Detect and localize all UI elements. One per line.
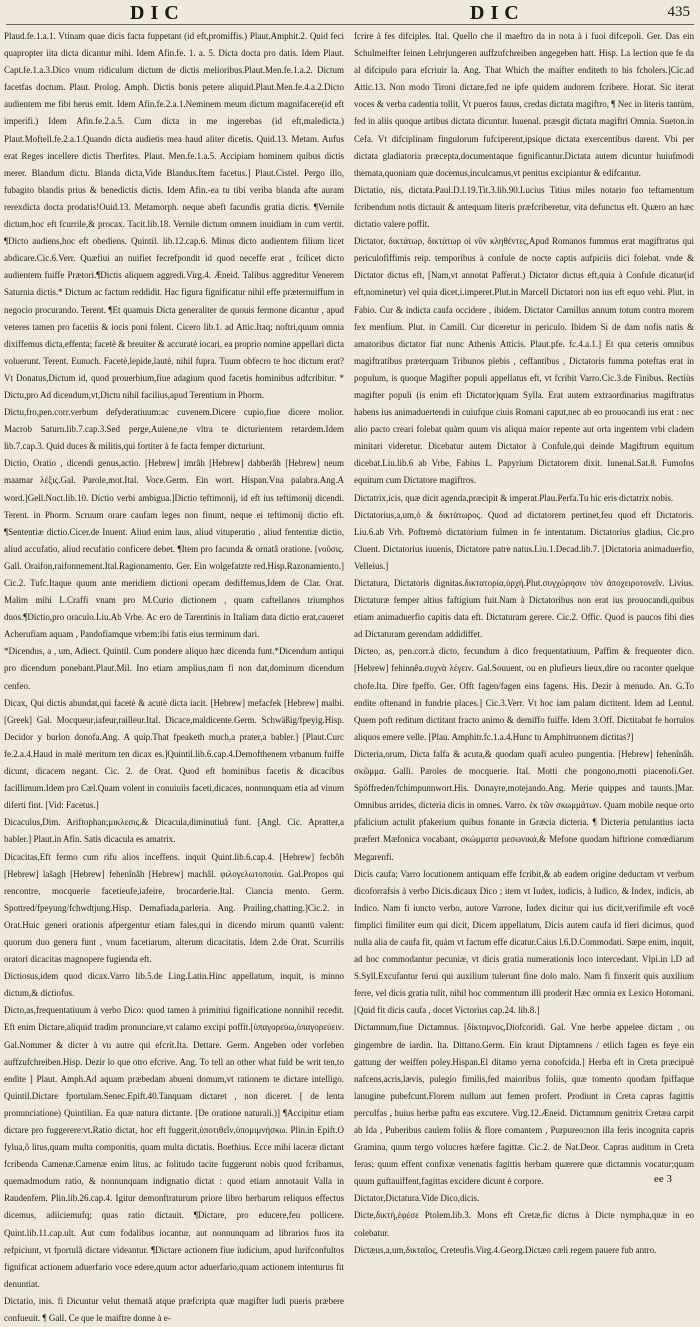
entry-paragraph: fcrire à fes difciples. Ital. Quello che il maeftro da in nota à i fuoi difcepoli. Ger. Das ein Schulmeifter feinen Lehrjungeren auffzufchreiben angegeben hatt. Hisp. La lection que fe da al difcipulo para efcriuir la. Ang. That Which the maifter enditeth to his fcholers.]Cic.ad Attic.13. Non modo Tironi dictare,fed ne ipfe quidem audorem fcribere. Horat. Sic iterat voces & verba cadentia tollit, Vt pueros fauus, credas dictata magiftro, ¶ Nec in literis tantùm, fed in aliis quoque artibus dictata dicuntur. Iuuenal. præsgit dictata magiftri Omnia. Sueton.in Cefa. Vt difciplinam fingulorum fufciperent,ipsique dictata exercentibus darent. Vbi per dictata gladiatoria præcepta,documentaque fignificantur.Dictata autem dicuntur huiufmodi themata,quoniam quæ docemus,inculcamus,vt penitus excipiantur & edifcantur. (354, 31, 694, 178)
entry-paragraph: Dictio, Oratio , dicendi genus,actio. [Hebrew] imrâh [Hebrew] dabberâh [Hebrew] neum maamar λέξις.Gal. Parole,mot.Ital. Voce.Germ. Ein wort. Hispan.Vna palabra.Ang.A word.]Gell.Noct.lib.10. Dictio verbi ambigua.]Dictio teftimonij, id eft ius teftimonij dicendi. Terent. in Phorm. Scruum orare caufam leges non finunt, neque ei teftimonij dictio eft. ¶Sententiæ dictio.Cicer.de Inuent. Aliud enim laus, aliud vituperatio , aliud fententiæ dictio, aliud accufatio, aliud recufatio conficere debet. ¶Item pro facunda & ornatâ oratione. [νοῦσις. Gall. Oraifon,raifonnement.Ital.Ragionamento. Ger. Ein wolgefatzte red.Hisp.Razonamiento.] Cic.2. Tufc.Itaque quum ante meridiem dictioni operam dediffemus,Idem de Clar. Orat. Malim mihi L.Craffi vnam pro M.Curio dictionem , quam caftellanos triumphos duos.¶Dictio,pro oraculo.Liu.Ab Vrbe. Ac ero de Tarentinis in Italiam data dictio erat,caueret Acherufiam aquam , Pandofiamque vrbem:ibi fatis eius terminum dari. (4, 458, 344, 640)
running-head-right: DIC (470, 2, 525, 24)
page-number: 435 (667, 4, 690, 20)
entry-paragraph: Dictator, δικτάτωρ, δικτάτωρ οἱ νῦν κληθέντες,Apud Romanos fummus erat magiftratus qui periculofiffimis reip. temporibus à confule de nocte captis aufpiciis dici folebat. vnde & Dictator dictus eft, [Nam,vt annotat Pafferat.) Dictator dictus eft,quia à Confule dicatur(id eft,nominetur) vel quia dicet,i.imperet.Plut.in Marcell Dictatori non ius eft equo vehi. Plut. in Fabio. Cur & indicta caufa occidere , ibidem. Dictator Camillus annum totum contra morem fex menfium. Plut. in Camill. Cur diceretur in periculo. Ibidem Si de dam nofis natis & amatoribus dictator fiat nunc Athenis Atticis. Plaut.pfe. fc.4.a.1.] Et qua ceteris omnibus magiftratibus præterquam Tribunos plebis , ceffantibus , Dictatoris fumma poteftas erat in populum, is quoque Magifter populi appellatus eft, vt fcribit Varro.Cic.3.de Finibus. Rectiùs magifter populi (is enim eft Dictator)quam Sylla. Erat autem extraordinarius magiftratus habens ius animaduertendi in cuiufque ciuis Romani caput,nec ab eo prouocandi ius erat : nec alio pacto creari folebat quàm quum vis aliqua maior repente aut orta ingentem vrbi cladem minitari videretur. Dicebatur autem Dictator à Confule,qui deinde Magiftrum equitum dicebat.Liu.lib.6 ab Vrbe, Fabius L. Papyrium Dictatorem dixit. Iunenal.Sat.8. Fumofos equitum cum Dictatore magiftros. (354, 236, 694, 486)
entry-paragraph: Plaud.fe.1.a.1. Vtinam quae dicis facta fuppetant (id eft,promiffis.) Plaut.Amphit.2. Quid feci quapropter iita dicta dicantur mihi. Idem Afin.fe. 1. a. 5. Dicta docta pro datis. Idem Plaut. Capt.fe.1.a.3.Dico vnum ridiculum dictum de dictis melioribus.Plaut.Men.fe.1.a.2. Dictum facetfas doctum. Plaut. Prolog. Amph. Dictis bonis petere aliquid.Plaut.Men.fe.4.a.2.Dicto audientem me fibi herus emit. Idem Afin.fe.2.a.1.Neminem meum dictum magnifacere(id eft imperifi.) Idem Afin.fe.2.a.5. Cum dicta in me ingerebas (id eft,maledicta.) Plaut.Moftell.fe.2.a.1.Quando dicta audietis mea haud aliter dicetis. Quid.13. Metam. Aufus erat Reges incellere dictis Therfites. Plaut. Men.fe.1.a.5. Accipiam hominem quibus dictis merer. Blandum dictu. Blanda dicta,Vide Blandus.Item facetus.] Plaut.Cistel. Pergo illo, fubagito blandis prius & benedictis dictis. Idem Afin.-ea tu tibi veriba blanda afte auram rerexdicta docta prodatis!Ouid.13. Metamorph. neque abeft facundis gratia dictis. ¶Vernile dictum,hoc eft fcurrile,& procax. Tacit.lib.18. Vernile dictum omnem inuidiam in cum vertit. ¶Dicto audiens,hoc eft obediens. Quintil. lib.12.cap.6. Minus dicto audientem filium licet abdicare.Cic.6.Verr. Quæfiui an nuifiet fecrefpondit id quod neceffe erat , fcilicet dicto audientem fuiffe Prætori.¶Dictis aliquem aggredi.Virg.4. Æneid. Talibus aggreditur Venerem Saturnia dictis.* Dictum ac factum reddidit. Hac figura fignificatur nihil effe præternuiffum in negocio procurando. Terent. ¶Et quamuis Dicta generaliter de quouis fermone dicantur , apud veteres tamen pro facetiis & iocis poni folent. Cicero lib.1. ad Attic.Itaq; noftri,quum omnia dixiffemus dicta,effenta; facetè & breuiter & accuratè iocari, ea proprio nomine appellari dicta voluerunt. Terent. Eunuch. Facetè,lepide,lautè, nihil fupra. Tuum obfecro te hoc dictum erat? Vt Donatus,Dictum id, quod prouerbium,fiue adagium quod facetis hominibus adfcribitur. * Dictu,pro Ad dicendum,vt,Dictu nihil facilius,apud Terentium in Phorm. (4, 31, 344, 400)
entry-paragraph: Dictiosus,idem quod dicax.Varro lib.5.de Ling.Latin.Hinc appellatum, inquit, is minno dictum,& dictiofus. (4, 971, 344, 999)
entry-paragraph: Dicte,δικτή,ἐφέσε Ptolem.lib.3. Mons eft Cretæ,fic dictus à Dicte nympha,quæ in eo colebatur. (354, 1210, 694, 1238)
entry-paragraph: Dictatrix,icis, quæ dicit agenda,præcipit & imperat.Plau.Perfa.Tu hic eris dictatrix nobis. (354, 492, 674, 503)
right-column (354, 28, 694, 1255)
entry-paragraph: Dicteria,orum, Dicta falfa & acuta,& quodam quafi aculeo pungentia. [Hebrew] fehenînâh. σκῶμμα. Galli. Paroles de mocquerie. Ital. Motti che pongono,motti piacenoli.Ger. Spöffreden/fchimpunnwort.His. Donayre,motejando.Ang. Merie quippes and taunts.]Mar. Omnibus arrides, dicteria dicis in omnes. Varro. ἐκ τῶν σκωμμάτων. Quam mobile neque orto pfalicium actulit pfakerium quibus fonante in Græcia dicteria. ¶ Dicteria petulantius iacta præfert Mæfonica vocabant, σκώμματα μεσωνικά,& Mefone quodam hiftrione comœdiarum Megarenfi. (354, 748, 694, 862)
entry-paragraph: Dictatorius,a,um,ὁ & δικτάτωρος. Quod ad dictatorem pertinet,feu quod eft Dictatoris. Liu.6.ab Vrb. Poftremò dictatorium fulmen in fe intentatum. Dictatorius gladius, Cic.pro Cluent. Dictatorius iuuenis, Dictatore patre natus.Liu.1.Decad.lib.7. [Dictatoria animaduerfio, Velleius.] (354, 509, 694, 571)
entry-paragraph: Dicteo, as, pen.corr.à dicto, fecundum à dico frequentatiuum, Paffim & frequenter dico. [Hebrew] fehinnêa.συχνὰ λέγειν. Gal.Souuent, ou en plufieurs lieux,dire ou raconter quelque chofe.Ita. Dire fpeffo. Ger. Offt fagen/fagen eins fagens. His. Dezir à menudo. An. G.To endite oftenand in fundrie places.] Cic.3.Verr. Vt hoc iam palam dictitent. Idem ad Lentul. Quem poft reditum dictitant fracto animo & demiffo fuiffe. Idem 3.Off. Dictitabat fe hortulos aliquos emere velle. [Plau. Amphitr.fc.1.a.4.Hunc tu Amphitruonem dictitas?] (354, 646, 694, 742)
left-column (4, 28, 344, 1324)
entry-paragraph: Dicto,as,frequentatiuum à verbo Dico: quod tamen à primitiui fignificatione nonnihil recedit. Eft enim Dictare,aliquid tradim pronunciare,vt calamo excipi poffit.[ὑπαγορεύω,ὑπαγορεύειν. Gal.Nommer & dicter à vn autre qui efcrit.Ita. Dettare. Germ. Angeben oder vorfeben auffzufchreiben.Hisp. Dezir lo que otro efcrive. Ang. To tell an other what fuld be writ ten,to endite ] Plaut. Amph.Ad aquam præbedam abueni domum,vt rationem te dictare intelligo. Quintil.Dictare fportulam.Senec.Epift.40.Tanquam dictaret , non diceret. [ de lenta pronunciatione) Quintilian. Ea quæ natura dictante. [De oratione naturali.)] ¶Accipitur etiam dictare pro fuggerere:vt.Ratio dictat, hoc eft fuggerit,ὑποτιθεῖν,ὑπομιμνήσκω. Plin.in Epift.O fylua,ô litus,quam multa componitis, quam multa dictatis. Boethius. Ecce mihi laceræ dictant fcribenda Camenæ.Camenæ enim litus, ac folitudo tacite fuggerunt nobis quod fcribamus, quemadmodum ratio, & nonnunquam indignatio dictat : quod etiam annotauit Valla in Raudenfem. Plin.lib.26.cap.4. Igitur demonftraturum priore libro herbarum reliquos effectus dicemus, adiiciemufq; quas ratio dictauit. ¶Dictare, pro educere,feu pollicere. Quint.lib.11.cap.ult. Aut cum fodalibus iocantur, aut nonnunquam ad librarios fuos ita refpiciunt, vt fportulã dictare videantur. ¶Dictare actionem fiue iudicium, apud Iurifconfultos fignificat actionem aduerfario voce edere,quum actor aduerfario,quam actionem intenturus fit denuntiat. (4, 1005, 344, 1289)
entry-paragraph: Dictatio, nis, dictata.Paul.D.l.19.Tit.3.lib.90.Lucius Titius miles notario fuo teftamentum fcribendum notis dictauit & antequam literis præfcriberetur, vita defunctus eft. Quæro an hæc dictatio valere poffit. (354, 184, 694, 230)
entry-paragraph: Dicis caufa; Varro locutionem antiquam effe fcribit,& ab eadem origine deductam vt verbum dicoforrafsis à verbo Dicis.dicaux Dico ; item vt Iudex, iudicis, à Iudico, & Index, indicis, ab Indico. Nam fi iuncto verbo, autore Varrone, Iudex dicitur qui ius dicit,verifimile eft vocē fimplici fimiliter eum qui dicit, Dicem appellatum, Dicis autem caufa id fieri dicimus, quod nulla alia de caufa fit, quàm vt factum effe dicatur.Caius l.6.D.Commodati. Sæpe enim, inquit, ad hoc commodantur pecuniæ, vt dicis gratia numerationis loco intercedant. Vlpi.in l.D ad S.Syll.Excufantur ferui qui auxilium tulerunt fine dolo malo. Nam fi finxerit quis auxilium ferre, vel dicis gratia tulit, nihil hoc commentum illi proderit Hæc omnia ex Lexico Hotomani. [Quid fit dicis caufa , docet Victorius cap.24. lib.8.] (354, 868, 694, 1016)
entry-paragraph: Dictu,fro,pen.corr.verbum defyderatiuum:ac cuvenem.Dicere cupio,fiue dicere molior. Macrob Saturn.lib.7.cap.3.Sed perge,Auiene,ne vltra te dicturientem retardem.Idem lib.7.cap.3. Quid duces & militis,qui fortiter à fe facta femper dicturiunt. (4, 407, 344, 452)
header-rule (6, 24, 694, 25)
entry-paragraph: Dicax, Qui dictis abundat,qui facetè & acutè dicta iacit. [Hebrew] mefacfek [Hebrew] malbi.[Greek] Gal. Mocqueur,iafeur,railleur.Ital. Dicace,maldicente.Germ. Schwäßig/fpeyig.Hisp. Decidor y burlon donofa.Ang. A quip.That fpeaketh much,a prater,a babler.] [Plaut.Curc fe.2.a.4.Haud in malè meritum ten dicax es.]Quintil.lib.6.cap.4.Demofthenem vrbanum fuiffe dicunt, dicacem negant. Cic. 2. de Orat. Quod eft hominibus facetis & dicacibus facillimum.Idem pro Cæl.Quam volent in conuiuiis faceti,dicaces, nonnunquam etia ad vinum diferti fint. [Vid: Facetus.] (4, 697, 344, 811)
entry-paragraph: Dictatio, inis. fi Dicuntur velut thematã atque præfcripta quæ magifter ludi pueris præbere confueuit. ¶ Gall. Ce que le maiftre donne à e- (4, 1295, 344, 1324)
entry-paragraph: Dictator,Dictatura.Vide Dico,dicis. (354, 1193, 480, 1204)
entry-paragraph: Dictatura, Dictatoris dignitas.δικτατορία,ὑρχή.Plut.συγχώρησιν τὸν ἀποχειροτονεῖν. Livius. Dictaturæ femper altius faftigium fuit.Nam à Dictatoribus non erat ius prouocandi,quibus etiam animaduerfio capitis data eft. Dictaturam gerere. Cic.2. Offic. Quod is paucos fibi dies ad Dictaturam gerendam addidiffet. (354, 578, 694, 640)
entry-paragraph: Dictamnum,fiue Dictamnus. [δίκταμνος,Diofcoridi. Gal. Vne herbe appelee dictam , ou gingembre de iardin. Ita. Dittano.Germ. Ein kraut Diptamnens / etlich fagen es feye ein gattung der weiffen poley.Hispan.El ditamo yerna conofcida.] Herba eft in Creta præcipuè nafcens,acris,lævis, pulegio fimilis,fed maioribus foliis, quæ tomento quodam fpiffaque lanugine pubefcunt.Florem nullum aut femen profert. Prodiunt in Creta capras fagittis perculfas , huius herbæ paftu eas excutere. Virg.12.Æneid. Dictamnum genitrix Cretæa carpit ab Ida , Puberibus caulem foliis & flore comantem , Purpureo:non illa feris incognita capris Gramina, quum tergo volucres hæfere fagittæ. Cic.2. de Nat.Deor. Capras auditum in Creta feras; quum effent confixæ venenatis fagittis herbam quærere quæ dictamnis vocatur;quam quum guftauiffent,fagittas excidere dicunt è corpore. (354, 1022, 694, 1187)
entry-paragraph: Dicacitas,Eft fermo cum rifu alios inceffens. inquit Quint.lib.6.cap.4. [Hebrew] fecbôh [Hebrew] lašagh [Hebrew] fehenînâh [Hebrew] machâl. φιλογελωτοποιία. Gal.Propos qui rencontre, mocquerie facetieufe,iafeire, brocarderie.Ital. Ciancia mento. Germ. Spottred/fpeyung/fchwdtjung.Hisp. Demafiada,parleria. Ang. Prailing,chatting.]Cic.2. in Orat.Huic generi orationis afpergentur etiam fales,qui in dicendo mirum quantū valent: quorum duo genera funt , vnum facetiarum, alterum dicacitatis. Idem 2.de Orat. Scurrilis oratori dicacitas magnopere fugienda eft. (4, 851, 344, 965)
entry-paragraph: Dicaculus,Dim. Ariftophan;μικλεσις.& Dicacula,diminutiuã funt. [Angl. Cic. Apratter,a babler.] Plaut.in Afin. Satis dicacula es amatrix. (4, 817, 344, 845)
entry-paragraph: *Dicendus, a , um, Adiect. Quintil. Cum pondere aliquo hæc dicenda funt.*Dicendum antiqui pro dicendum ponebant.Plaut.Mil. Ino etiam amplius,nam fi non dat,dominum dicendum cenfeo. (4, 646, 344, 691)
running-head-left: DIC (130, 2, 185, 24)
page-header (0, 0, 700, 26)
signature-mark: ee 3 (653, 1173, 672, 1185)
entry-paragraph: Dictæus,a,um,δικταῖος, Creteufis.Virg.4.Georg.Dictæo cæli regem pauere fub antro. (354, 1244, 657, 1255)
